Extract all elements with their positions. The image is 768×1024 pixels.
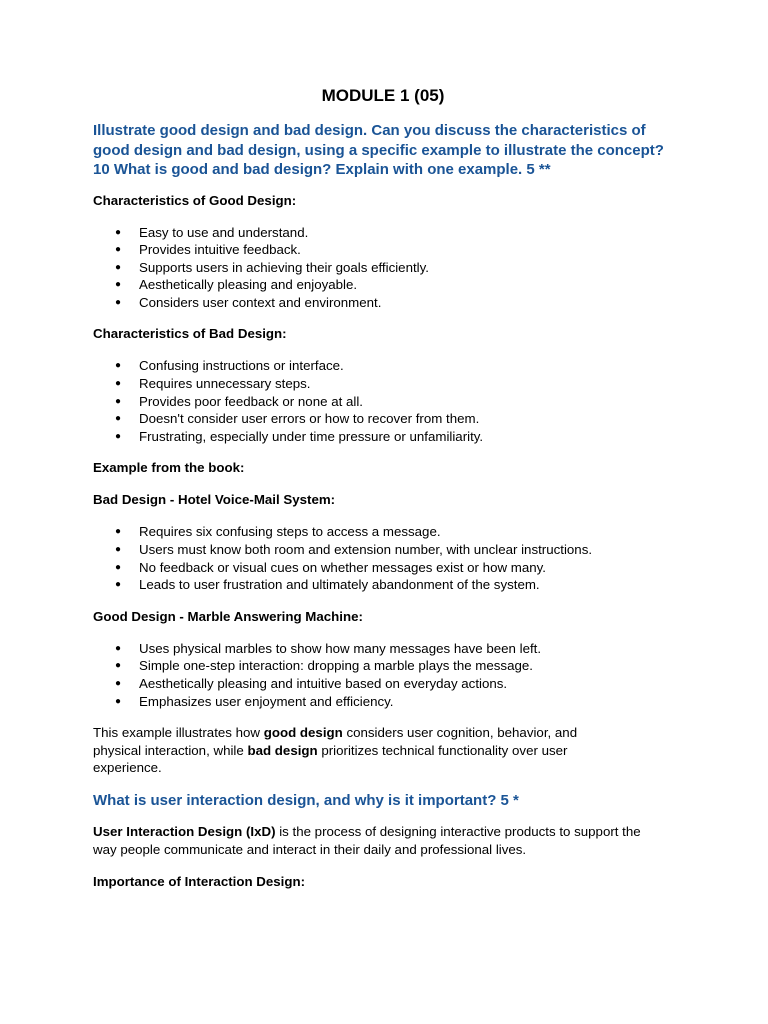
bad-example-label: Bad Design - Hotel Voice-Mail System:	[93, 492, 336, 508]
list-item: ● Considers user context and environment.	[93, 294, 673, 312]
ixd-definition-text: is the process of designing interactive products to support the way people communicate and interact in their daily and professional lives.	[93, 824, 641, 858]
list-item: ● Aesthetically pleasing and intuitive based on everyday actions.	[93, 675, 673, 693]
question-2-heading: What is user interaction design, and why is it important? 5 *	[93, 791, 519, 809]
ixd-definition-bold: User Interaction Design (IxD)	[93, 824, 276, 840]
conclusion-paragraph	[93, 724, 623, 777]
ixd-definition-paragraph	[93, 823, 658, 858]
list-item: ● Frustrating, especially under time pressure or unfamiliarity.	[93, 428, 673, 446]
good-example-label: Good Design - Marble Answering Machine:	[93, 608, 363, 624]
conclusion-text-2: considers user cognition, behavior, and physical interaction, while	[93, 725, 578, 758]
conclusion-text-3: prioritizes technical functionality over user experience.	[93, 742, 568, 776]
bad-design-characteristics-label: Characteristics of Bad Design:	[93, 326, 287, 342]
conclusion-bold-good-design: good design	[263, 725, 343, 741]
list-item: ● Aesthetically pleasing and enjoyable.	[93, 276, 673, 294]
bad-design-list	[93, 357, 673, 445]
list-item: ● Uses physical marbles to show how many messages have been left.	[93, 640, 673, 658]
list-item: ● Leads to user frustration and ultimately abandonment of the system.	[93, 576, 673, 594]
list-item: ● Provides intuitive feedback.	[93, 241, 673, 259]
list-item: ● No feedback or visual cues on whether messages exist or how many.	[93, 559, 673, 577]
list-item: ● Requires unnecessary steps.	[93, 375, 673, 393]
list-item: ● Doesn't consider user errors or how to recover from them.	[93, 410, 673, 428]
list-item: ● Simple one-step interaction: dropping a marble plays the message.	[93, 657, 673, 675]
list-item: ● Provides poor feedback or none at all.	[93, 393, 673, 411]
conclusion-text-1: This example illustrates how	[93, 725, 264, 741]
page-title: MODULE 1 (05)	[321, 86, 445, 105]
good-design-list	[93, 224, 673, 312]
list-item: ● Easy to use and understand.	[93, 224, 673, 242]
question-1-heading: Illustrate good design and bad design. Can you discuss the characteristics of good design and bad design, using a specific example to illustrate the concept? 10 What is good and bad design? Explain with one example. 5 **	[93, 122, 664, 178]
example-label: Example from the book:	[93, 460, 245, 476]
good-design-characteristics-label: Characteristics of Good Design:	[93, 192, 297, 208]
list-item: ● Confusing instructions or interface.	[93, 357, 673, 375]
conclusion-bold-bad-design: bad design	[247, 742, 318, 758]
list-item: ● Users must know both room and extension number, with unclear instructions.	[93, 541, 673, 559]
list-item: ● Supports users in achieving their goals efficiently.	[93, 259, 673, 277]
good-example-list	[93, 640, 673, 710]
document-page	[93, 84, 673, 891]
list-item: ● Emphasizes user enjoyment and efficiency.	[93, 693, 673, 711]
list-item: ● Requires six confusing steps to access a message.	[93, 523, 673, 541]
importance-label: Importance of Interaction Design:	[93, 873, 306, 889]
bad-example-list	[93, 523, 673, 593]
